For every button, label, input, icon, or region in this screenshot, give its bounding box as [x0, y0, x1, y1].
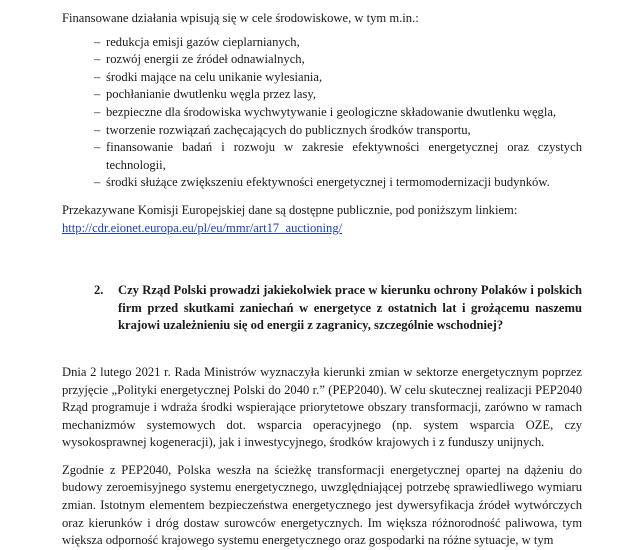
answer-paragraph-2: Zgodnie z PEP2040, Polska weszła na ścieżkę transformacji energetycznej opartej na dążeniu do budowy zeroemisyjnego systemu energetycznego, uwzględniającej potrzebę sprawiedliwego wymiaru zmian. Istotnym elementem bezpieczeństwa energetycznego jest dywersyfikacja źródeł wytwórczych oraz kierunków i dróg dostaw surowców energetycznych. Im większa różnorodność paliwowa, tym większa odporność krajowego systemu energetycznego oraz gospodarki na różne sytuacje, w tym	[62, 462, 582, 548]
answer-paragraph-1: Dnia 2 lutego 2021 r. Rada Ministrów wyznaczyła kierunki zmian w sektorze energetycznym poprzez przyjęcie „Polityki energetycznej Polski do 2040 r.” (PEP2040). W celu skutecznej realizacji PEP2040 Rząd programuje i wdraża środki wspierające priorytetowe obszary transformacji, zarówno w ramach mechanizmów systemowych dot. wsparcia operacyjnego (np. system wsparcia OZE, czy wysokosprawnej kogeneracji), jak i inwestycyjnego, środków krajowych i z funduszy unijnych.	[62, 364, 582, 450]
list-item-text: redukcja emisji gazów cieplarnianych,	[106, 34, 300, 49]
list-item	[62, 69, 582, 87]
list-item-text: bezpieczne dla środowiska wychwytywanie i geologiczne składowanie dwutlenku węgla,	[106, 104, 557, 119]
question-number: 2.	[94, 283, 104, 298]
list-item-text: tworzenie rozwiązań zachęcających do publicznych środków transportu,	[106, 122, 471, 137]
list-dash: –	[94, 140, 101, 155]
list-dash: –	[94, 69, 101, 84]
list-dash: –	[94, 87, 101, 102]
list-item	[62, 86, 582, 104]
list-item-text: rozwój energii ze źródeł odnawialnych,	[106, 52, 305, 67]
list-item-text: pochłanianie dwutlenku węgla przez lasy,	[106, 87, 317, 102]
list-item	[62, 51, 582, 69]
list-item	[62, 122, 582, 140]
question-text: Czy Rząd Polski prowadzi jakiekolwiek prace w kierunku ochrony Polaków i polskich firm przed skutkami zaniechań w energetyce z ostatnich lat i grożącemu naszemu krajowi uzależnieniu się od energii z zagranicy, szczególnie wschodniej?	[118, 283, 582, 333]
list-dash: –	[94, 104, 101, 119]
document-page	[62, 10, 582, 550]
intro-paragraph: Finansowane działania wpisują się w cele środowiskowe, w tym m.in.:	[62, 11, 419, 25]
list-item	[62, 34, 582, 52]
list-dash: –	[94, 34, 101, 49]
list-item	[62, 139, 582, 174]
question-heading	[62, 282, 582, 335]
list-item-text: środki służące zwiększeniu efektywności energetycznej i termomodernizacji budynków.	[106, 175, 550, 190]
list-dash: –	[94, 175, 101, 190]
sources-text: Przekazywane Komisji Europejskiej dane są dostępne publicznie, pod poniższym linkiem:	[62, 202, 518, 217]
list-item-text: środki mające na celu unikanie wylesiania,	[106, 69, 323, 84]
list-dash: –	[94, 52, 101, 67]
list-item-text: finansowanie badań i rozwoju w zakresie efektywności energetycznej oraz czystych technologii,	[106, 140, 582, 172]
list-item	[62, 174, 582, 192]
list-item	[62, 104, 582, 122]
environmental-goals-list	[62, 34, 582, 192]
eionet-link[interactable]: http://cdr.eionet.europa.eu/pl/eu/mmr/art17_auctioning/	[62, 220, 343, 235]
sources-paragraph	[62, 202, 582, 237]
list-dash: –	[94, 122, 101, 137]
